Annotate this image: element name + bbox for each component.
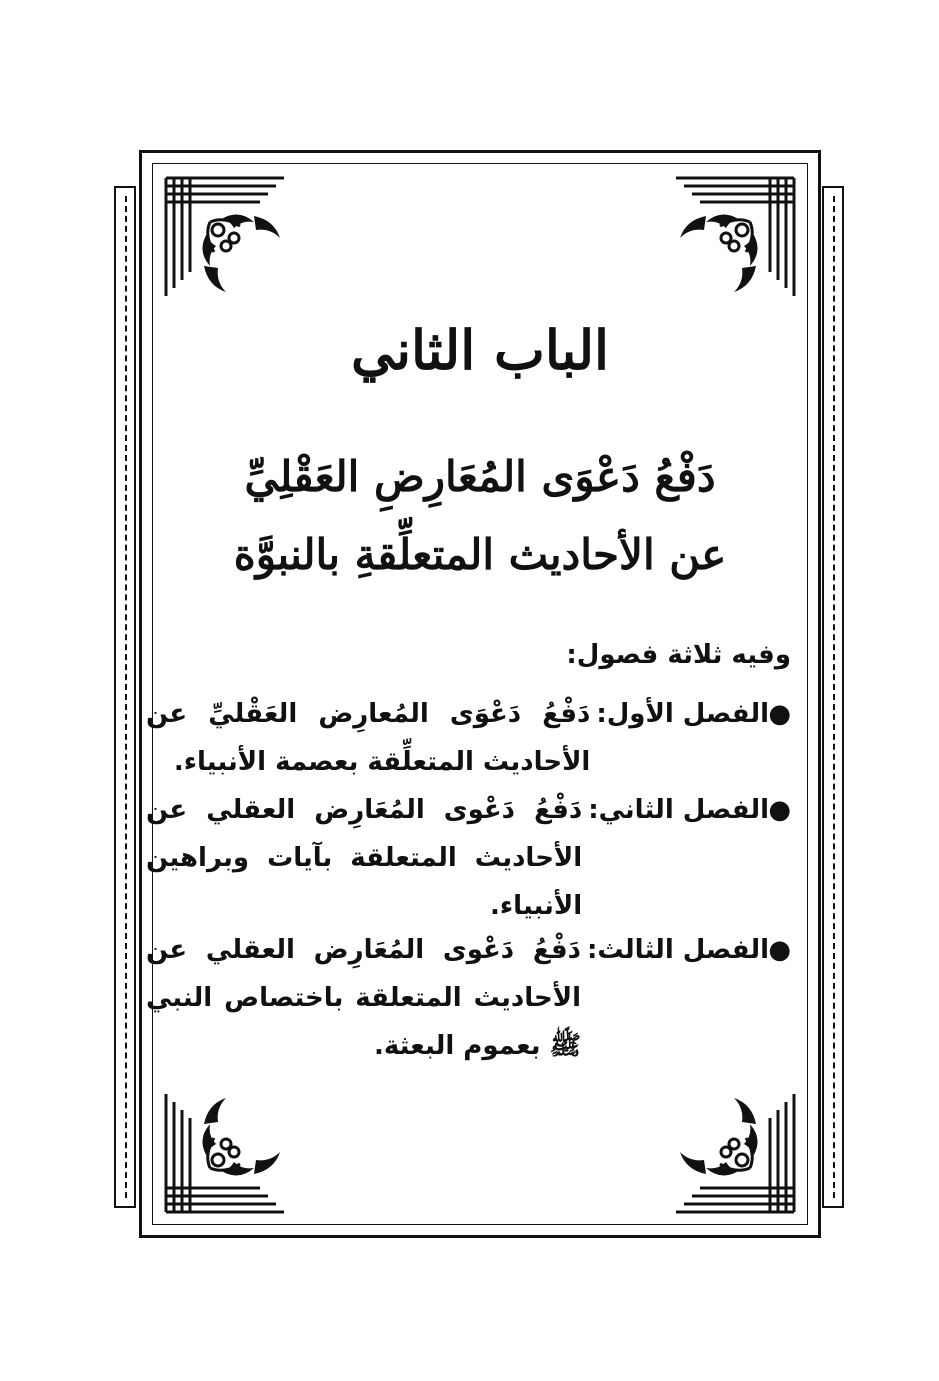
- chapters-intro: وفيه ثلاثة فصول:: [566, 640, 791, 670]
- floral-corner-ornament-icon: [160, 172, 290, 302]
- subtitle-line-1: دَفْعُ دَعْوَى المُعَارِضِ العَقْلِيِّ: [244, 452, 716, 501]
- chapter-label: الفصل الأول:: [596, 699, 769, 729]
- chapter-label: الفصل الثالث:: [587, 935, 769, 965]
- chapter-text: دَفْعُ دَعْوى المُعَارِض العقلي عن الأحاديث المتعلقة بآيات وبراهين الأنبياء.: [146, 795, 583, 921]
- left-dashed-border-panel: [114, 186, 136, 1208]
- floral-corner-ornament-icon: [670, 1088, 800, 1218]
- chapter-label: الفصل الثاني:: [588, 795, 769, 825]
- floral-corner-ornament-icon: [670, 172, 800, 302]
- right-dashed-border-panel: [822, 186, 844, 1208]
- chapter-text: دَفْعُ دَعْوَى المُعارِض العَقْليِّ عن الأحاديث المتعلِّقة بعصمة الأنبياء.: [146, 699, 591, 777]
- subtitle-line-2: عن الأحاديث المتعلِّقةِ بالنبوَّة: [233, 530, 727, 579]
- chapter-item: [146, 690, 791, 786]
- chapter-item: [146, 786, 791, 930]
- bullet-icon: ●: [768, 935, 791, 965]
- bullet-icon: ●: [768, 795, 791, 825]
- chapter-text: دَفْعُ دَعْوى المُعَارِض العقلي عن الأحاديث المتعلقة باختصاص النبي ﷺ بعموم البعثة.: [146, 935, 581, 1061]
- floral-corner-ornament-icon: [160, 1088, 290, 1218]
- chapter-item: [146, 926, 791, 1070]
- bullet-icon: ●: [768, 699, 791, 729]
- part-title: الباب الثاني: [350, 318, 610, 382]
